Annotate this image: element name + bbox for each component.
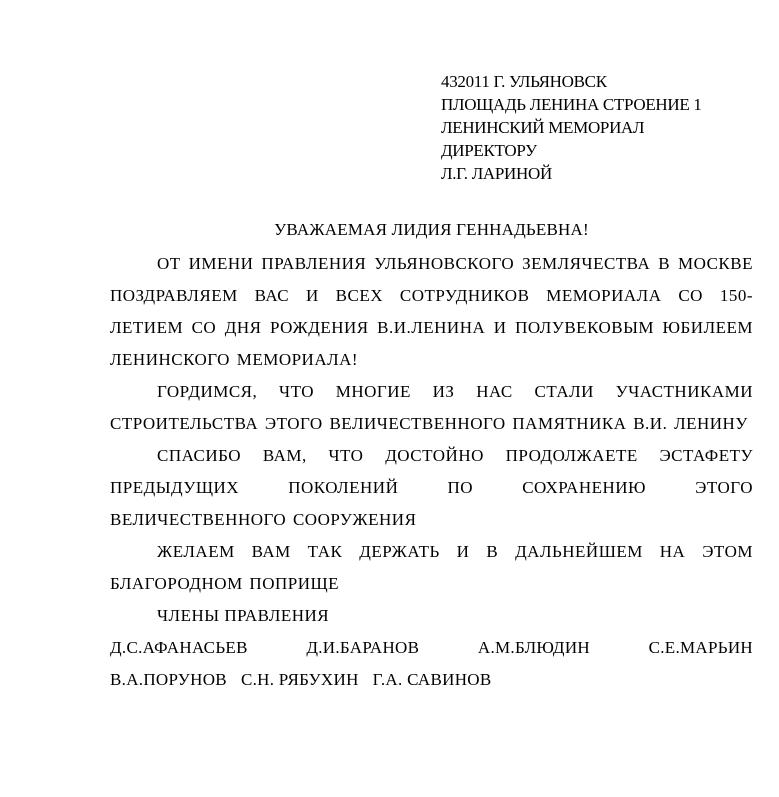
members-title: ЧЛЕНЫ ПРАВЛЕНИЯ: [157, 606, 330, 625]
letter-paragraph-pride: ГОРДИМСЯ, ЧТО МНОГИЕ ИЗ НАС СТАЛИ УЧАСТНИКАМИ СТРОИТЕЛЬСТВА ЭТОГО ВЕЛИЧЕСТВЕННОГО ПАМЯТНИКА В.И. ЛЕНИНУ: [110, 382, 753, 433]
signatory-name: Г.А. САВИНОВ: [372, 670, 492, 689]
address-postal-city: 432011 Г. УЛЬЯНОВСК: [441, 72, 607, 91]
signatory-name: В.А.ПОРУНОВ: [110, 670, 227, 689]
signatory-name: С.Н. РЯБУХИН: [240, 670, 359, 689]
signatory-name: А.М.БЛЮДИН: [477, 638, 590, 657]
letter-paragraph-thanks: СПАСИБО ВАМ, ЧТО ДОСТОЙНО ПРОДОЛЖАЕТЕ ЭСТАФЕТУ ПРЕДЫДУЩИХ ПОКОЛЕНИЙ ПО СОХРАНЕНИЮ ЭТОГО ВЕЛИЧЕСТВЕННОГО СООРУЖЕНИЯ: [110, 446, 753, 529]
address-recipient-name: Л.Г. ЛАРИНОЙ: [441, 164, 552, 183]
address-street: ПЛОЩАДЬ ЛЕНИНА СТРОЕНИЕ 1: [441, 95, 702, 114]
letter-paragraph-congratulations: ОТ ИМЕНИ ПРАВЛЕНИЯ УЛЬЯНОВСКОГО ЗЕМЛЯЧЕСТВА В МОСКВЕ ПОЗДРАВЛЯЕМ ВАС И ВСЕХ СОТРУДНИКОВ МЕМОРИАЛА СО 150-ЛЕТИЕМ СО ДНЯ РОЖДЕНИЯ В.И.ЛЕНИНА И ПОЛУВЕКОВЫМ ЮБИЛЕЕМ ЛЕНИНСКОГО МЕМОРИАЛА!: [110, 254, 753, 369]
address-organization: ЛЕНИНСКИЙ МЕМОРИАЛ: [441, 118, 645, 137]
signatory-name: Д.С.АФАНАСЬЕВ: [110, 638, 248, 657]
signatories-row-2: [110, 664, 753, 696]
signatory-name: Д.И.БАРАНОВ: [306, 638, 420, 657]
recipient-address-block: [441, 70, 761, 185]
address-recipient-title: ДИРЕКТОРУ: [441, 141, 537, 160]
letter-paragraph-wishes: ЖЕЛАЕМ ВАМ ТАК ДЕРЖАТЬ И В ДАЛЬНЕЙШЕМ НА ЭТОМ БЛАГОРОДНОМ ПОПРИЩЕ: [110, 542, 753, 593]
signatory-name: С.Е.МАРЬИН: [648, 638, 753, 657]
letter-body: [110, 216, 753, 696]
letter-greeting: УВАЖАЕМАЯ ЛИДИЯ ГЕННАДЬЕВНА!: [274, 220, 589, 239]
signatories-row-1: [110, 632, 753, 664]
